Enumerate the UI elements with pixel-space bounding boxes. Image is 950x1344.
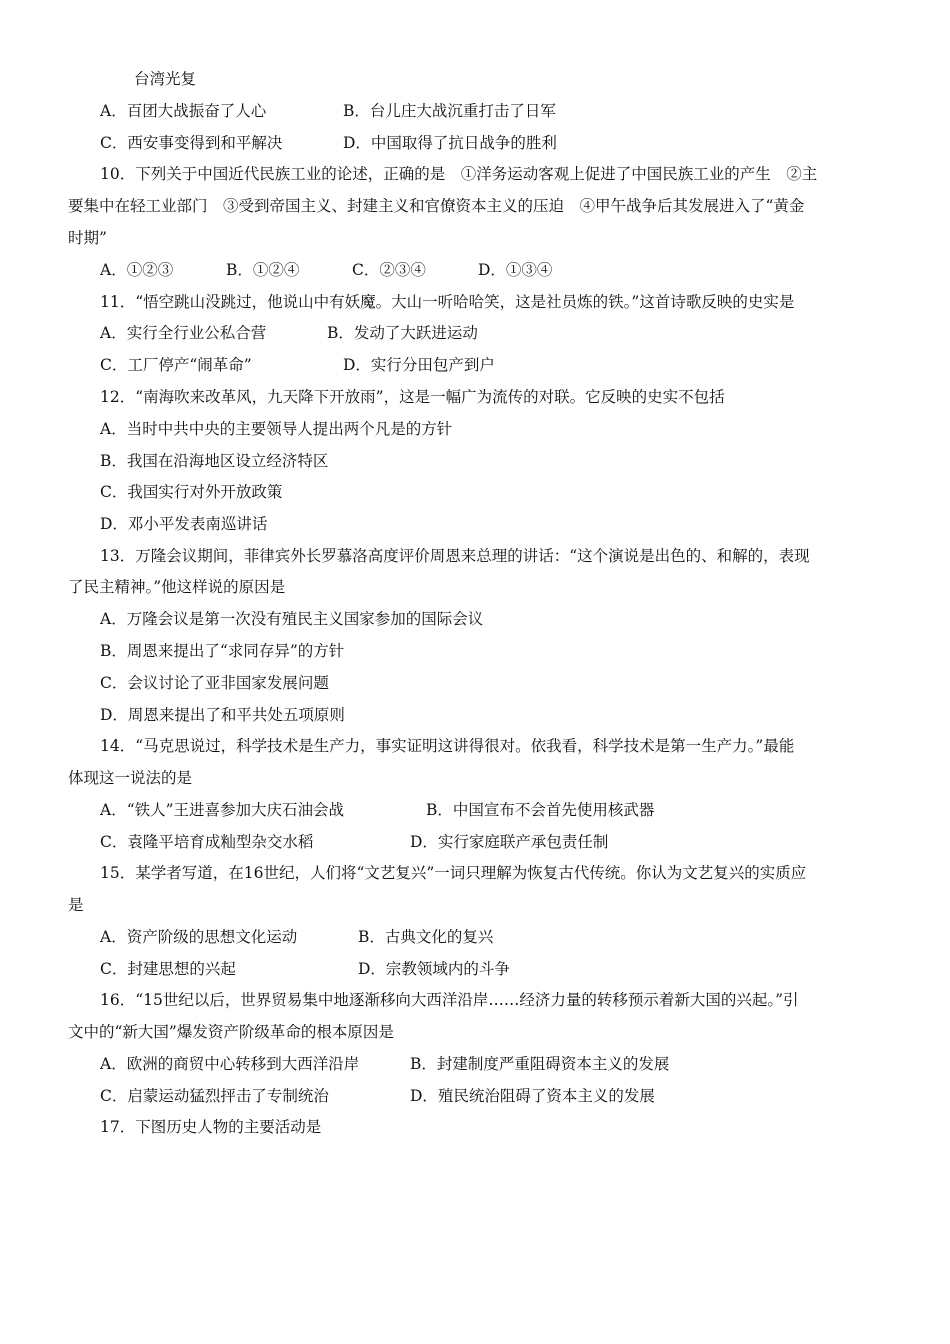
q13-option-b: B．周恩来提出了“求同存异”的方针 xyxy=(100,642,345,660)
q16-option-d: D．殖民统治阻碍了资本主义的发展 xyxy=(410,1087,655,1105)
q12-option-c: C．我国实行对外开放政策 xyxy=(100,483,283,501)
q14-stem-line-1: 14．“马克思说过，科学技术是生产力，事实证明这讲得很对。依我看，科学技术是第一生产力。”最能 xyxy=(100,737,795,755)
q9-option-tail: 台湾光复 xyxy=(134,70,197,88)
q15-option-b: B．古典文化的复兴 xyxy=(358,928,494,946)
q9-option-d: D．中国取得了抗日战争的胜利 xyxy=(343,134,557,152)
q15-stem-line-1: 15．某学者写道，在16世纪，人们将“文艺复兴”一词只理解为恢复古代传统。你认为文艺复兴的实质应 xyxy=(100,864,807,882)
q10-stem-line-3: 时期” xyxy=(68,229,107,247)
q14-option-d: D．实行家庭联产承包责任制 xyxy=(410,833,609,851)
q15-option-a: A．资产阶级的思想文化运动 xyxy=(100,928,298,946)
q16-stem-line-2: 文中的“新大国”爆发资产阶级革命的根本原因是 xyxy=(68,1023,394,1041)
q14-option-c: C．袁隆平培育成籼型杂交水稻 xyxy=(100,833,314,851)
q15-option-c: C．封建思想的兴起 xyxy=(100,960,236,978)
q14-option-a: A．“铁人”王进喜参加大庆石油会战 xyxy=(100,801,345,819)
q12-stem: 12．“南海吹来改革风，九天降下开放雨”，这是一幅广为流传的对联。它反映的史实不包括 xyxy=(100,388,725,406)
q9-option-a: A．百团大战振奋了人心 xyxy=(100,102,267,120)
q16-stem-line-1: 16．“15世纪以后，世界贸易集中地逐渐移向大西洋沿岸……经济力量的转移预示着新大国的兴起。”引 xyxy=(100,991,799,1009)
q11-option-c: C．工厂停产“闹革命” xyxy=(100,356,252,374)
q12-option-a: A．当时中共中央的主要领导人提出两个凡是的方针 xyxy=(100,420,453,438)
q15-stem-line-2: 是 xyxy=(68,896,84,914)
q10-stem-line-1: 10．下列关于中国近代民族工业的论述，正确的是 ①洋务运动客观上促进了中国民族工业的产生 ②主 xyxy=(100,165,818,183)
q13-stem-line-2: 了民主精神。”他这样说的原因是 xyxy=(68,578,286,596)
q13-option-a: A．万隆会议是第一次没有殖民主义国家参加的国际会议 xyxy=(100,610,484,628)
q12-option-d: D．邓小平发表南巡讲话 xyxy=(100,515,268,533)
q13-stem-line-1: 13．万隆会议期间，菲律宾外长罗慕洛高度评价周恩来总理的讲话：“这个演说是出色的、和解的，表现 xyxy=(100,547,810,565)
q10-option-c: C．②③④ xyxy=(352,261,426,279)
q13-option-d: D．周恩来提出了和平共处五项原则 xyxy=(100,706,345,724)
q15-option-d: D．宗教领域内的斗争 xyxy=(358,960,510,978)
q9-option-c: C．西安事变得到和平解决 xyxy=(100,134,283,152)
q9-option-b: B．台儿庄大战沉重打击了日军 xyxy=(343,102,556,120)
q11-option-b: B．发动了大跃进运动 xyxy=(327,324,478,342)
q14-option-b: B．中国宣布不会首先使用核武器 xyxy=(426,801,655,819)
q16-option-a: A．欧洲的商贸中心转移到大西洋沿岸 xyxy=(100,1055,360,1073)
q10-option-b: B．①②④ xyxy=(226,261,300,279)
q10-stem-line-2: 要集中在轻工业部门 ③受到帝国主义、封建主义和官僚资本主义的压迫 ④甲午战争后其发展进入了“黄金 xyxy=(68,197,805,215)
q13-option-c: C．会议讨论了亚非国家发展问题 xyxy=(100,674,329,692)
q10-option-d: D．①③④ xyxy=(478,261,553,279)
q11-option-a: A．实行全行业公私合营 xyxy=(100,324,267,342)
q12-option-b: B．我国在沿海地区设立经济特区 xyxy=(100,452,329,470)
q16-option-b: B．封建制度严重阻碍资本主义的发展 xyxy=(410,1055,670,1073)
q14-stem-line-2: 体现这一说法的是 xyxy=(68,769,193,787)
q10-option-a: A．①②③ xyxy=(100,261,174,279)
q11-option-d: D．实行分田包产到户 xyxy=(343,356,495,374)
q16-option-c: C．启蒙运动猛烈抨击了专制统治 xyxy=(100,1087,329,1105)
q17-stem: 17．下图历史人物的主要活动是 xyxy=(100,1118,322,1136)
q11-stem: 11．“悟空跳山没跳过，他说山中有妖魔。大山一听哈哈笑，这是社员炼的铁。”这首诗歌反映的史实是 xyxy=(100,293,795,311)
